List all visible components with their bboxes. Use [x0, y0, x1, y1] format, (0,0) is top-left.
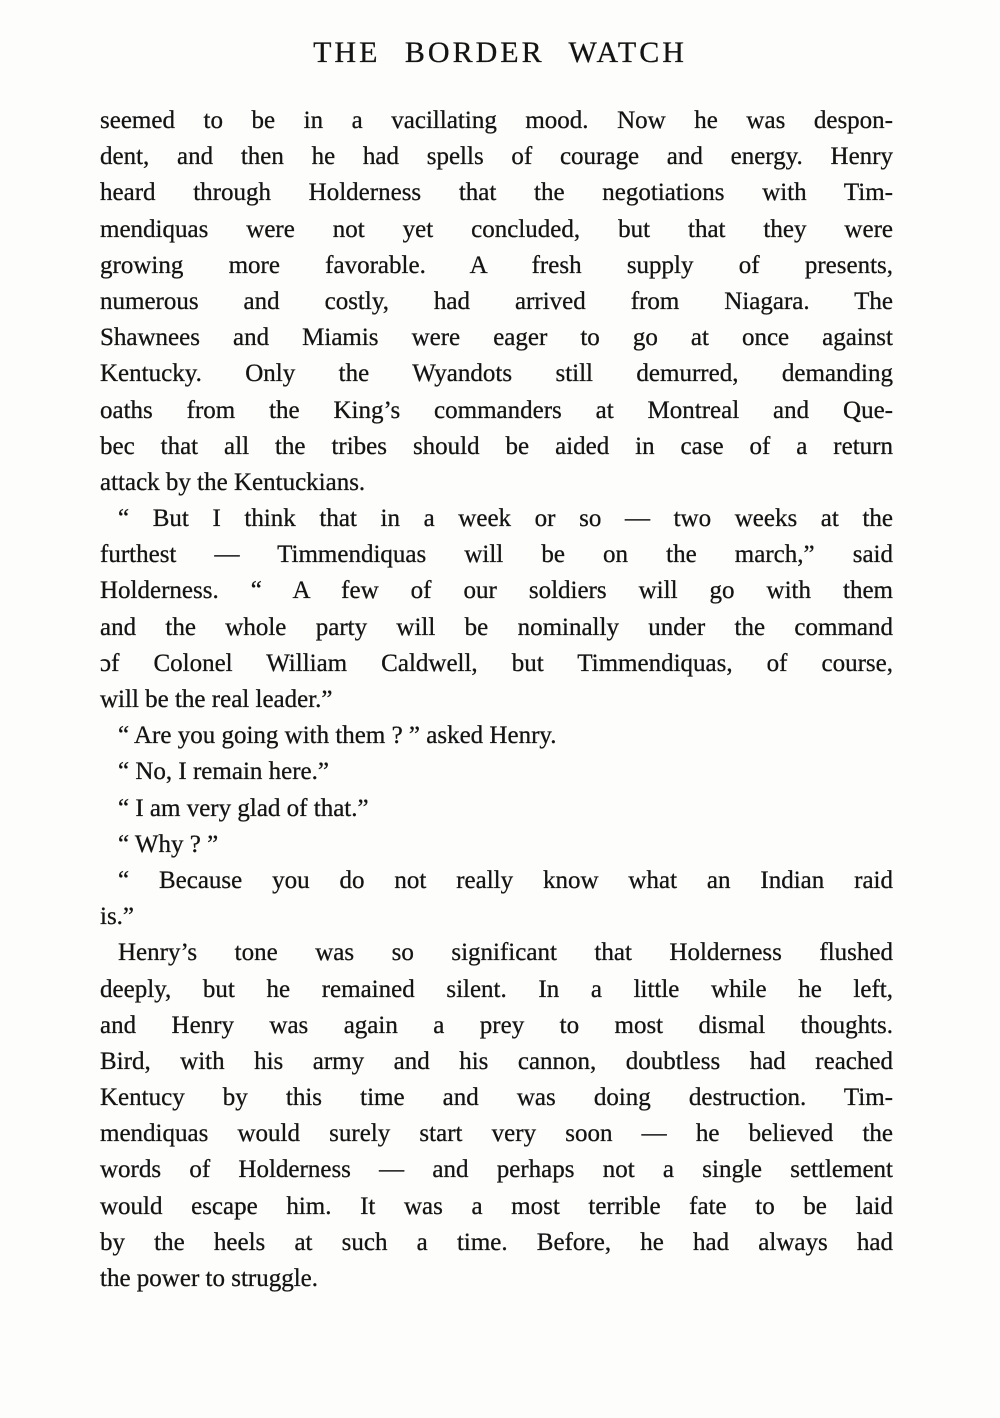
text-line: would escape him. It was a most terrible fate to be laid — [100, 1192, 893, 1220]
text-line: Bird, with his army and his cannon, doubtless had reached — [100, 1047, 893, 1075]
text-line: oaths from the King’s commanders at Montreal and Que- — [100, 396, 893, 424]
text-line: mendiquas were not yet concluded, but that they were — [100, 215, 893, 243]
text-line: seemed to be in a vacillating mood. Now he was despon- — [100, 107, 893, 134]
running-head-title: THE BORDER WATCH — [313, 36, 687, 69]
text-line: “ But I think that in a week or so — two weeks at the — [118, 505, 893, 533]
text-line: by the heels at such a time. Before, he had always had — [100, 1228, 893, 1256]
text-line: words of Holderness — and perhaps not a single settlement — [100, 1156, 893, 1184]
text-line: the power to struggle. — [100, 1265, 319, 1292]
text-line: and Henry was again a prey to most dismal thoughts. — [100, 1011, 893, 1039]
text-line: Shawnees and Miamis were eager to go at once against — [100, 324, 893, 352]
text-line: and the whole party will be nominally under the command — [100, 613, 893, 641]
text-line: “ Because you do not really know what an Indian raid — [118, 866, 893, 894]
text-line: will be the real leader.” — [100, 686, 333, 713]
page-body-text — [100, 103, 893, 1297]
text-line: is.” — [100, 903, 135, 931]
text-line: numerous and costly, had arrived from Niagara. The — [100, 287, 893, 315]
text-line: “ I am very glad of that.” — [118, 794, 369, 822]
text-line: furthest — Timmendiquas will be on the march,” said — [100, 541, 893, 569]
text-line: bec that all the tribes should be aided in case of a return — [100, 432, 893, 460]
text-line: heard through Holderness that the negotiations with Tim- — [100, 179, 893, 207]
text-line: growing more favorable. A fresh supply of presents, — [100, 251, 893, 279]
text-line: Kentucky. Only the Wyandots still demurred, demanding — [100, 360, 893, 388]
text-line: deeply, but he remained silent. In a little while he left, — [100, 975, 893, 1003]
text-line: Kentucy by this time and was doing destruction. Tim- — [100, 1084, 893, 1112]
text-line: Henry’s tone was so significant that Holderness flushed — [118, 939, 893, 967]
text-line: Holderness. “ A few of our soldiers will go with them — [100, 577, 893, 605]
text-line: “ No, I remain here.” — [118, 758, 329, 786]
text-line: attack by the Kentuckians. — [100, 468, 366, 496]
text-line: ɔf Colonel William Caldwell, but Timmendiquas, of course, — [100, 649, 893, 677]
text-line: mendiquas would surely start very soon — he believed the — [100, 1120, 893, 1148]
text-line: “ Why ? ” — [118, 830, 219, 858]
text-line: “ Are you going with them ? ” asked Henry. — [118, 722, 557, 750]
text-line: dent, and then he had spells of courage and energy. Henry — [100, 143, 893, 171]
